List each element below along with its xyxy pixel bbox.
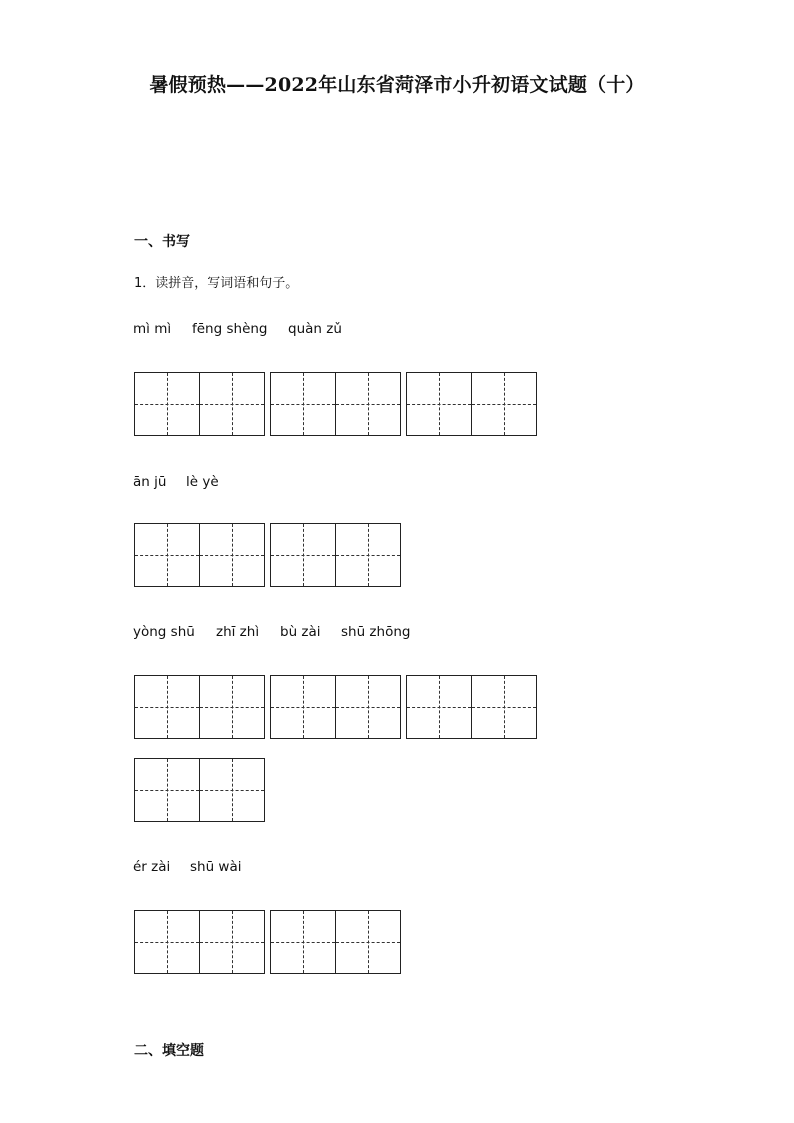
tianzige-cell[interactable]	[200, 372, 265, 436]
word-box[interactable]	[406, 675, 537, 739]
pinyin-label: shū wài	[190, 859, 242, 875]
tianzige-cell[interactable]	[336, 523, 401, 587]
pinyin-label: fēng shèng	[192, 321, 268, 337]
tianzige-cell[interactable]	[200, 910, 265, 974]
word-box[interactable]	[134, 675, 265, 739]
section-heading-fill-in: 二、填空题	[134, 1043, 204, 1059]
tianzige-cell[interactable]	[472, 675, 537, 739]
word-box[interactable]	[134, 758, 265, 822]
tianzige-cell[interactable]	[270, 675, 336, 739]
tianzige-cell[interactable]	[134, 910, 200, 974]
document-title: 暑假预热——2022年山东省菏泽市小升初语文试题（十）	[149, 74, 645, 96]
word-box[interactable]	[134, 910, 265, 974]
word-box[interactable]	[270, 910, 401, 974]
pinyin-label: ān jū	[133, 474, 167, 490]
word-box[interactable]	[270, 675, 401, 739]
tianzige-cell[interactable]	[200, 758, 265, 822]
pinyin-label: mì mì	[133, 321, 172, 337]
section-heading-writing: 一、书写	[134, 234, 190, 250]
tianzige-cell[interactable]	[336, 372, 401, 436]
tianzige-cell[interactable]	[336, 675, 401, 739]
pinyin-label: quàn zǔ	[288, 321, 342, 337]
question-prompt: 1．读拼音，写词语和句子。	[134, 276, 299, 291]
tianzige-cell[interactable]	[200, 523, 265, 587]
word-box[interactable]	[406, 372, 537, 436]
word-box[interactable]	[134, 372, 265, 436]
pinyin-label: lè yè	[186, 474, 219, 490]
tianzige-cell[interactable]	[270, 372, 336, 436]
tianzige-cell[interactable]	[472, 372, 537, 436]
tianzige-cell[interactable]	[134, 758, 200, 822]
pinyin-label: zhī zhì	[216, 624, 260, 640]
tianzige-cell[interactable]	[406, 372, 472, 436]
tianzige-cell[interactable]	[270, 910, 336, 974]
tianzige-cell[interactable]	[270, 523, 336, 587]
tianzige-cell[interactable]	[336, 910, 401, 974]
pinyin-label: yòng shū	[133, 624, 195, 640]
pinyin-label: bù zài	[280, 624, 321, 640]
word-box[interactable]	[134, 523, 265, 587]
pinyin-label: ér zài	[133, 859, 171, 875]
tianzige-cell[interactable]	[200, 675, 265, 739]
tianzige-cell[interactable]	[406, 675, 472, 739]
pinyin-label: shū zhōng	[341, 624, 411, 640]
tianzige-cell[interactable]	[134, 372, 200, 436]
tianzige-cell[interactable]	[134, 523, 200, 587]
tianzige-cell[interactable]	[134, 675, 200, 739]
word-box[interactable]	[270, 523, 401, 587]
word-box[interactable]	[270, 372, 401, 436]
